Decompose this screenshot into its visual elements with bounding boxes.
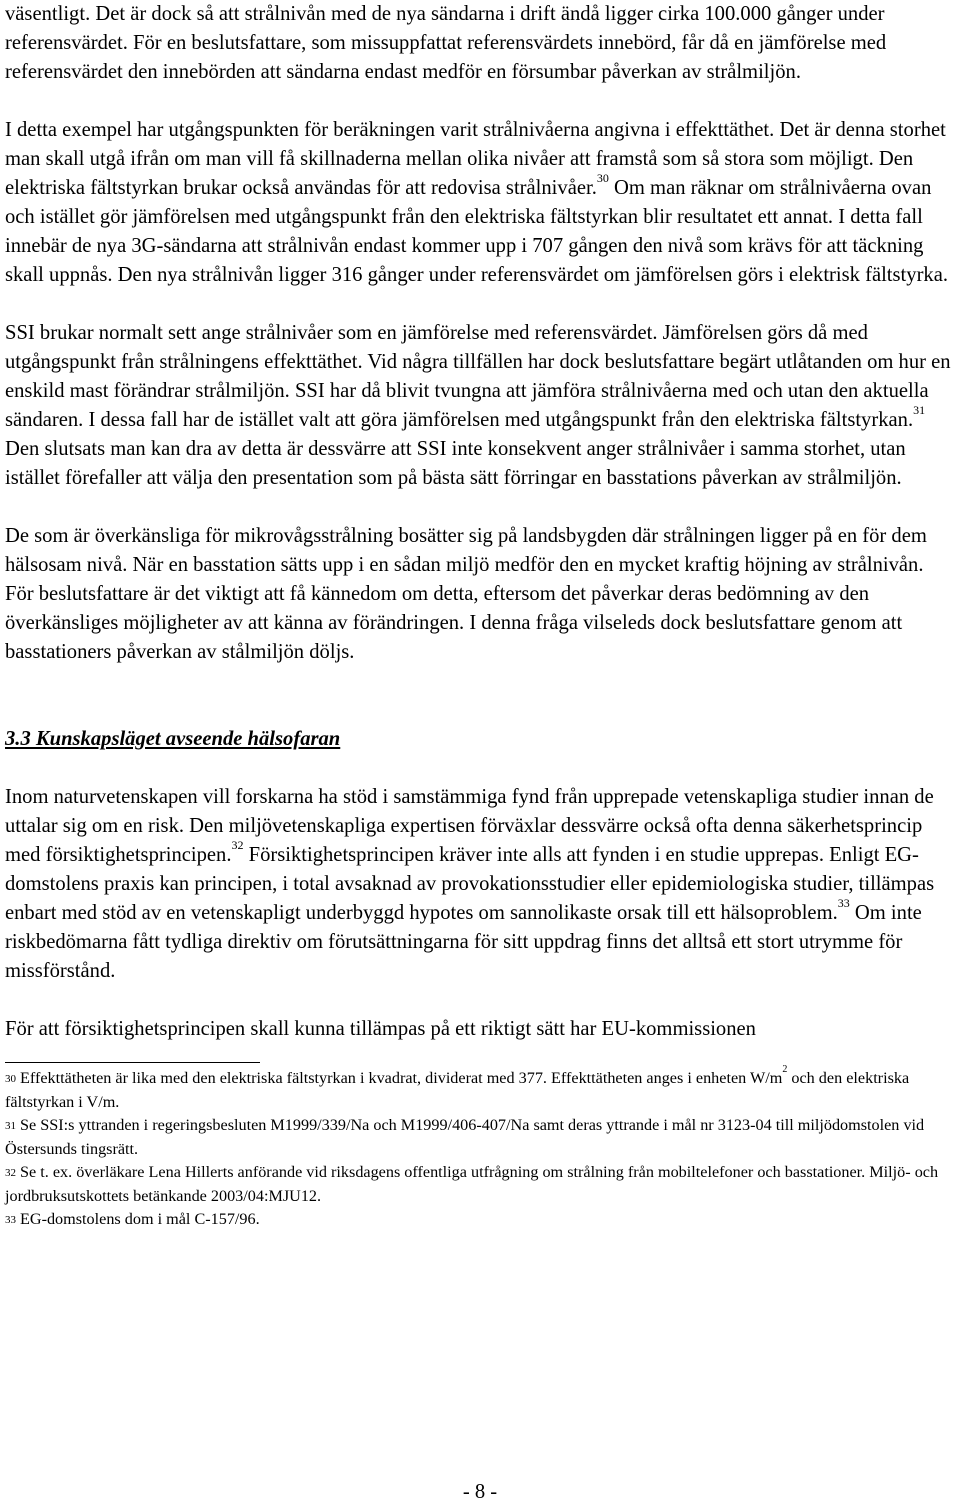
footnote-ref-32: 32 xyxy=(231,838,244,852)
footnote-text: EG-domstolens dom i mål C-157/96. xyxy=(20,1210,260,1228)
footnote-text: Effekttätheten är lika med den elektriska fältstyrkan i kvadrat, dividerat med 377. Effekttätheten anges i enheten W/m xyxy=(20,1069,783,1087)
footnote-number: 33 xyxy=(5,1214,16,1226)
footnote-text-cont: och den elektriska fältstyrkan i V/m. xyxy=(5,1069,910,1111)
paragraph-1 xyxy=(5,0,955,87)
footnote xyxy=(5,1064,955,1114)
paragraph-2-text-a: I detta exempel har utgångspunkten för beräkningen varit strålnivåerna angivna i effekttäthet. Det är denna storhet man skall utgå ifrån om man vill få skillnaderna mellan olika nivåer att framstå som så stora som möjligt. Den elektriska fältstyrkan brukar också användas för att redovisa strålnivåer. xyxy=(5,119,946,199)
document-page xyxy=(5,0,955,1232)
paragraph-6 xyxy=(5,1015,955,1044)
footnote xyxy=(5,1114,955,1161)
paragraph-3 xyxy=(5,319,955,493)
paragraph-5-text-b: Försiktighetsprincipen kräver inte alls att fynden i en studie upprepas. Enligt EG-domstolens praxis kan principen, i total avsaknad av provokationsstudier eller epidemiologiska studier, tillämpas enbart med stöd av en vetenskapligt underbyggd hypotes om sannolikaste orsak till ett hälsoproblem. xyxy=(5,844,935,924)
paragraph-6-text: För att försiktighetsprincipen skall kunna tillämpas på ett riktigt sätt har EU-kommissionen xyxy=(5,1018,756,1040)
paragraph-4 xyxy=(5,522,955,667)
footnote-number: 31 xyxy=(5,1120,16,1132)
section-heading: 3.3 Kunskapsläget avseende hälsofaran xyxy=(5,728,341,750)
paragraph-5-text-a: Inom naturvetenskapen vill forskarna ha stöd i samstämmiga fynd från upprepade vetenskapliga studier innan de uttalar sig om en risk. Den miljövetenskapliga expertisen förväxlar dessvärre också ofta denna säkerhetsprincip med försiktighetsprincipen. xyxy=(5,786,934,866)
paragraph-4-text: De som är överkänsliga för mikrovågsstrålning bosätter sig på landsbygden där strålningen ligger på en för dem hälsosam nivå. När en basstation sätts upp i en sådan miljö medför den en mycket kraftig höjning av strålnivån. För beslutsfattare är det viktigt att få kännedom om detta, eftersom det påverkar deras bedömning av den överkänsliges möjligheter av att känna av förändringen. I denna fråga vilseleds dock beslutsfattare genom att basstationers påverkan av stålmiljön döljs. xyxy=(5,525,927,663)
footnote-text: Se SSI:s yttranden i regeringsbesluten M1999/339/Na och M1999/406-407/Na samt deras yttrande i mål nr 3123-04 till miljödomstolen vid Östersunds tingsrätt. xyxy=(5,1116,925,1158)
page-number: - 8 - xyxy=(462,1481,498,1503)
footnote-divider xyxy=(5,1062,260,1063)
footnote-ref-33: 33 xyxy=(837,896,850,910)
paragraph-3-text-a: SSI brukar normalt sett ange strålnivåer som en jämförelse med referensvärdet. Jämförelsen görs då med utgångspunkt från strålningens effekttäthet. Vid några tillfällen har dock beslutsfattare begärt utlåtanden om hur en enskild mast förändrar strålmiljön. SSI har då blivit tvungna att jämföra strålnivåerna med och utan den aktuella sändaren. I dessa fall har de istället valt att göra jämförelsen med utgångspunkt från den elektriska fältstyrkan. xyxy=(5,322,951,431)
footnote-number: 32 xyxy=(5,1167,16,1179)
paragraph-2 xyxy=(5,116,955,290)
paragraph-3-text-b: Den slutsats man kan dra av detta är dessvärre att SSI inte konsekvent anger strålnivåer i samma storhet, utan istället förefaller att välja den presentation som på bästa sätt förringar en basstations påverkan av strålmiljön. xyxy=(5,438,906,489)
footnote-superscript: 2 xyxy=(782,1064,788,1075)
footnote-number: 30 xyxy=(5,1073,16,1085)
footnote xyxy=(5,1208,955,1232)
footnote-text: Se t. ex. överläkare Lena Hillerts anförande vid riksdagens offentliga utfrågning om strålning från mobiltelefoner och basstationer. Miljö- och jordbruksutskottets betänkande 2003/04:MJU12. xyxy=(5,1163,939,1205)
footnote xyxy=(5,1161,955,1208)
paragraph-5-text-c: Om inte riskbedömarna fått tydliga direktiv om förutsättningarna för sitt uppdrag finns det alltså ett stort utrymme för missförstånd. xyxy=(5,902,922,982)
paragraph-2-text-b: Om man räknar om strålnivåerna ovan och istället gör jämförelsen med utgångspunkt från den elektriska fältstyrkan blir resultatet ett annat. I detta fall innebär de nya 3G-sändarna att strålnivån endast kommer upp i 707 gången den nivå som krävs för att täckning skall uppnås. Den nya strålnivån ligger 316 gånger under referensvärdet om jämförelsen görs i elektrisk fältstyrka. xyxy=(5,177,949,286)
paragraph-5 xyxy=(5,783,955,986)
paragraph-1-text: väsentligt. Det är dock så att strålnivån med de nya sändarna i drift ändå ligger cirka 100.000 gånger under referensvärdet. För en beslutsfattare, som missuppfattat referensvärdets innebörd, får då en jämförelse med referensvärdet den innebörden att sändarna endast medför en försumbar påverkan av strålmiljön. xyxy=(5,3,887,83)
footnote-ref-31: 31 xyxy=(913,403,926,417)
footnote-ref-30: 30 xyxy=(596,171,609,185)
footnotes xyxy=(5,1064,955,1232)
